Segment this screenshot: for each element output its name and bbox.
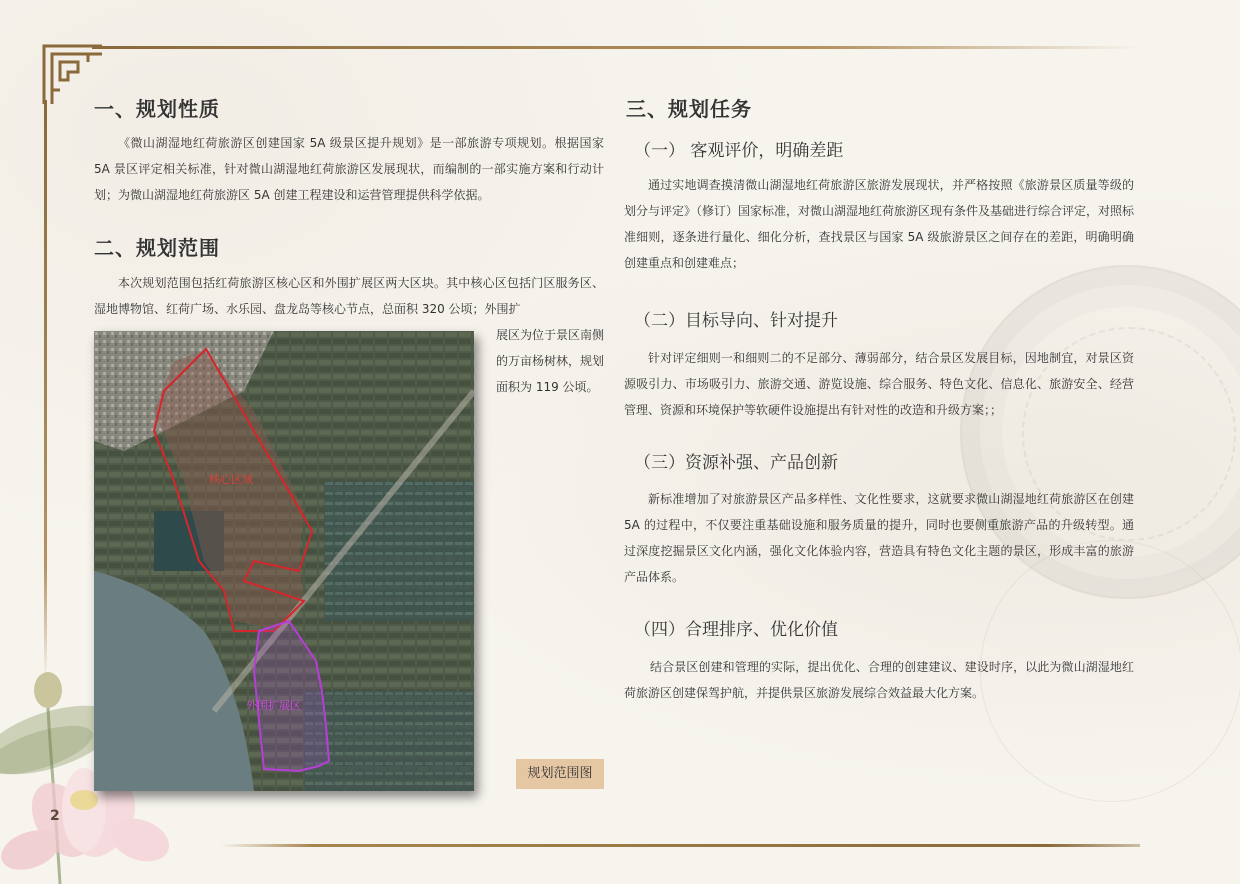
frame-bottom-line (220, 844, 1140, 847)
section-2-body-intro: 本次规划范围包括红荷旅游区核心区和外围扩展区两大区块。其中核心区包括门区服务区、湿地博物馆、红荷广场、水乐园、盘龙岛等核心节点，总面积 320 公顷；外围扩 (94, 276, 604, 316)
page-number: 2 (50, 808, 60, 824)
map-label-outer: 外围扩展区 (246, 699, 301, 712)
section-2-body-side: 展区为位于景区南侧的万亩杨树林，规划面积为 119 公顷。 (496, 328, 605, 394)
frame-left-line (44, 100, 47, 680)
task-3-heading: （三）资源补强、产品创新 (634, 453, 838, 473)
task-3-body: 新标准增加了对旅游景区产品多样性、文化性要求，这就要求微山湖湿地红荷旅游区在创建 5A 的过程中，不仅要注重基础设施和服务质量的提升，同时也要侧重旅游产品的升级转型。通过深度挖掘景区文化内涵，强化文化体验内容，营造具有特色文化主题的景区，形成丰富的旅游产品体系。 (624, 492, 1134, 584)
task-4-heading: （四）合理排序、优化价值 (634, 620, 838, 640)
map-label-core: 核心区域 (209, 473, 253, 486)
task-1-body: 通过实地调查摸清微山湖湿地红荷旅游区旅游发展现状，并严格按照《旅游景区质量等级的划分与评定》（修订）国家标准，对微山湖湿地红荷旅游区现有条件及基础进行综合评定，对照标准细则，逐条进行量化、细化分析，查找景区与国家 5A 级旅游景区之间存在的差距，明确明确创建重点和创建难点； (624, 178, 1135, 270)
map-caption: 规划范围图 (516, 759, 604, 789)
task-1-heading: （一） 客观评价，明确差距 (634, 141, 844, 161)
task-2-heading: （二）目标导向、针对提升 (634, 311, 838, 331)
section-1-body: 《微山湖湿地红荷旅游区创建国家 5A 级景区提升规划》是一部旅游专项规划。根据国家 5A 景区评定相关标准，针对微山湖湿地红荷旅游区发展现状，而编制的一部实施方案和行动计划；为微山湖湿地红荷旅游区 5A 创建工程建设和运营管理提供科学依据。 (94, 136, 604, 202)
section-1-title: 一、规划性质 (94, 97, 220, 121)
section-2-title: 二、规划范围 (94, 236, 220, 260)
task-4-body: 结合景区创建和管理的实际，提出优化、合理的创建建议、建设时序，以此为微山湖湿地红荷旅游区创建保驾护航，并提供景区旅游发展综合效益最大化方案。 (624, 660, 1134, 700)
planning-scope-map (94, 331, 474, 791)
frame-top-line (92, 46, 1140, 49)
task-2-body: 针对评定细则一和细则二的不足部分、薄弱部分，结合景区发展目标，因地制宜，对景区资源吸引力、市场吸引力、旅游交通、游览设施、综合服务、特色文化、信息化、旅游安全、经营管理、资源和环境保护等软硬件设施提出有针对性的改造和升级方案；； (624, 351, 1134, 417)
section-3-title: 三、规划任务 (626, 97, 752, 121)
